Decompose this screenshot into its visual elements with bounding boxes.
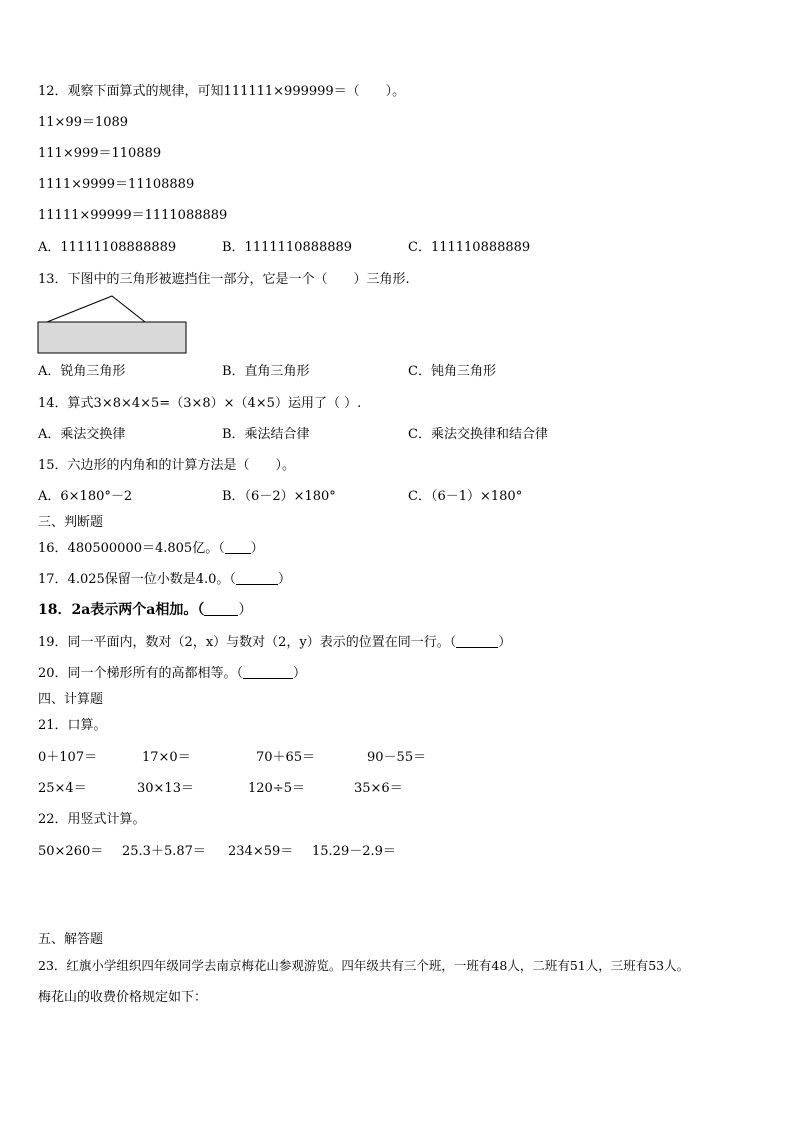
q21-stem: 21．口算。	[38, 718, 107, 733]
q13-stem: 13．下图中的三角形被遮挡住一部分，它是一个（ ）三角形.	[38, 272, 410, 287]
covering-rectangle	[38, 322, 186, 353]
q19-answer-blank[interactable]	[456, 635, 498, 648]
q15-stem: 15．六边形的内角和的计算方法是（ ）。	[38, 458, 296, 473]
q18	[38, 602, 252, 618]
q23-line-2: 梅花山的收费价格规定如下：	[38, 990, 208, 1005]
section-title-judgement: 三、判断题	[38, 515, 104, 530]
q19-text: 19．同一平面内，数对（2，x）与数对（2，y）表示的位置在同一行。（	[38, 635, 457, 650]
q18-answer-blank[interactable]	[204, 603, 238, 616]
hidden-triangle-figure	[37, 295, 187, 355]
q15-option-a[interactable]: A．6×180°－2	[38, 489, 133, 504]
q17	[38, 572, 291, 588]
q16	[38, 541, 264, 557]
q21-item: 0＋107＝	[38, 750, 98, 765]
q21-item: 25×4＝	[38, 781, 87, 796]
q21-item: 35×6＝	[354, 781, 403, 796]
q15-option-b[interactable]: B．（6－2）×180°	[222, 489, 336, 504]
q19-close: ）	[498, 635, 512, 650]
q12-example-3: 1111×9999＝11108889	[38, 177, 195, 192]
q22-stem: 22．用竖式计算。	[38, 812, 146, 827]
q17-answer-blank[interactable]	[236, 572, 278, 585]
q20-text: 20．同一个梯形所有的高都相等。（	[38, 666, 244, 681]
q12-option-c[interactable]: C．111110888889	[408, 240, 531, 255]
q17-close: ）	[277, 572, 291, 587]
q22-item: 50×260＝	[38, 844, 104, 859]
q23-line-1: 23．红旗小学组织四年级同学去南京梅花山参观游览。四年级共有三个班，一班有48人，二班有51人，三班有53人。	[38, 958, 690, 973]
q20	[38, 666, 306, 682]
q12-stem: 12．观察下面算式的规律，可知111111×999999＝（ ）。	[38, 84, 406, 99]
q14-option-c[interactable]: C．乘法交换律和结合律	[408, 427, 548, 442]
q18-close: ）	[238, 602, 253, 618]
q22-item: 234×59＝	[228, 844, 294, 859]
q22-item: 15.29－2.9＝	[312, 844, 396, 859]
q12-option-b[interactable]: B．1111110888889	[222, 240, 353, 255]
q13-option-c[interactable]: C．钝角三角形	[408, 364, 496, 379]
q21-item: 90－55＝	[367, 750, 427, 765]
q14-option-a[interactable]: A．乘法交换律	[38, 427, 126, 442]
q21-item: 30×13＝	[137, 781, 194, 796]
q12-option-a[interactable]: A．11111108888889	[38, 240, 177, 255]
q20-answer-blank[interactable]	[243, 666, 293, 679]
q13-option-b[interactable]: B．直角三角形	[222, 364, 310, 379]
q19	[38, 635, 511, 651]
q16-answer-blank[interactable]	[225, 541, 251, 554]
triangle-visible-edges	[47, 296, 145, 322]
q14-stem: 14．算式3×8×4×5=（3×8）×（4×5）运用了（ ）.	[38, 396, 362, 411]
q18-text: 18．2a表示两个a相加。（	[38, 602, 205, 618]
q21-item: 120÷5＝	[248, 781, 305, 796]
q14-option-b[interactable]: B．乘法结合律	[222, 427, 310, 442]
q16-close: ）	[250, 541, 264, 556]
q21-item: 17×0＝	[142, 750, 191, 765]
q17-text: 17．4.025保留一位小数是4.0。（	[38, 572, 236, 587]
section-title-solve: 五、解答题	[38, 932, 104, 947]
q12-example-1: 11×99＝1089	[38, 115, 129, 130]
q15-option-c[interactable]: C．（6－1）×180°	[408, 489, 523, 504]
q16-text: 16．480500000＝4.805亿。（	[38, 541, 225, 556]
q12-example-2: 111×999＝110889	[38, 146, 162, 161]
section-title-calculation: 四、计算题	[38, 692, 104, 707]
q13-option-a[interactable]: A．锐角三角形	[38, 364, 126, 379]
q20-close: ）	[293, 666, 307, 681]
q22-item: 25.3＋5.87＝	[122, 844, 206, 859]
q12-example-4: 11111×99999＝1111088889	[38, 208, 228, 223]
q21-item: 70＋65＝	[256, 750, 316, 765]
